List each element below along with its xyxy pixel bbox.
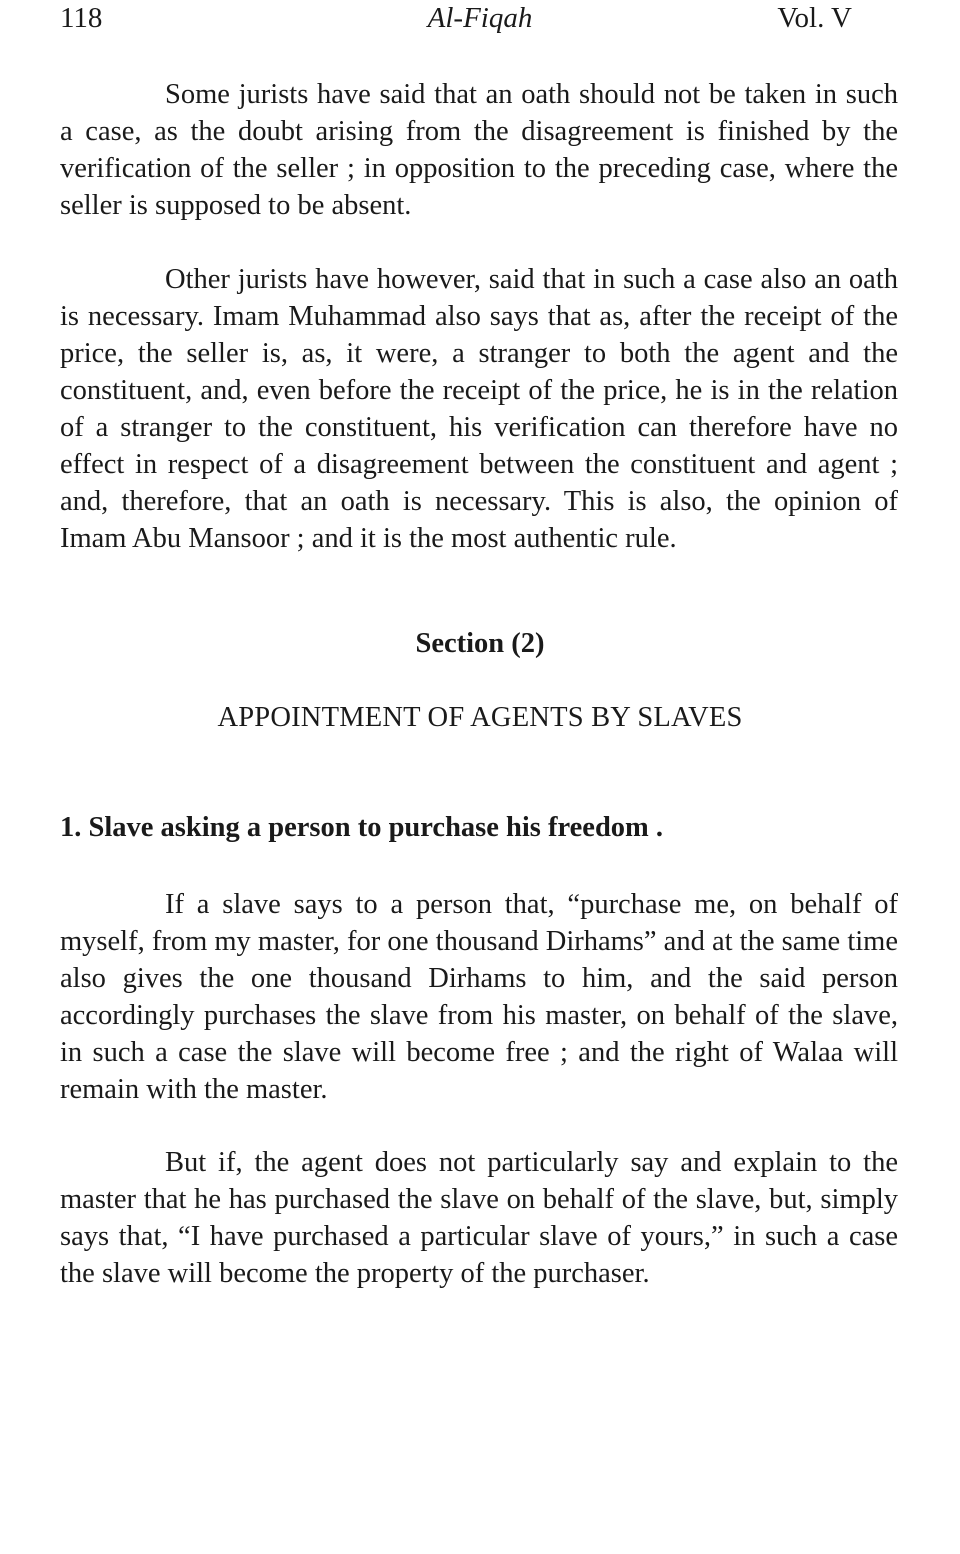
paragraph-text: But if, the agent does not particularly say and explain to the master that he has purchased the slave on behalf of the slave, but, simply says that, “I have purchased a particular slave of yours,” in such a case the slave will become the property of the purchaser. [60, 1147, 898, 1289]
paragraph-text: Other jurists have however, said that in such a case also an oath is necessary. Imam Muhammad also says that as, after the receipt of the price, the seller is, as, it were, a stranger to both the agent and the constituent, and, even before the receipt of the price, he is in the relation of a stranger to the constituent, his verification can therefore have no effect in respect of a disagreement between the constituent and agent ; and, therefore, that an oath is necessary. This is also, the opinion of Imam Abu Mansoor ; and it is the most authentic rule. [60, 264, 898, 554]
book-title: Al-Fiqah [427, 2, 533, 34]
page-number: 118 [60, 2, 103, 34]
running-header [60, 2, 900, 42]
paragraph-jurists-oath-necessary [60, 261, 898, 557]
subsection-heading: 1. Slave asking a person to purchase his freedom . [60, 812, 664, 843]
paragraph-slave-purchase [60, 886, 898, 1108]
paragraph-text: Some jurists have said that an oath should not be taken in such a case, as the doubt arising from the disagreement is finished by the verification of the seller ; in opposition to the preceding case, where the seller is supposed to be absent. [60, 79, 898, 221]
paragraph-agent-purchase [60, 1144, 898, 1292]
paragraph-jurists-no-oath [60, 76, 898, 224]
section-title: APPOINTMENT OF AGENTS BY SLAVES [217, 702, 743, 733]
paragraph-text: If a slave says to a person that, “purchase me, on behalf of myself, from my master, for one thousand Dirhams” and at the same time also gives the one thousand Dirhams to him, and the said person accordingly purchases the slave from his master, on behalf of the slave, in such a case the slave will become free ; and the right of Walaa will remain with the master. [60, 889, 898, 1105]
volume-label: Vol. V [777, 2, 852, 34]
section-number: Section (2) [415, 628, 545, 659]
